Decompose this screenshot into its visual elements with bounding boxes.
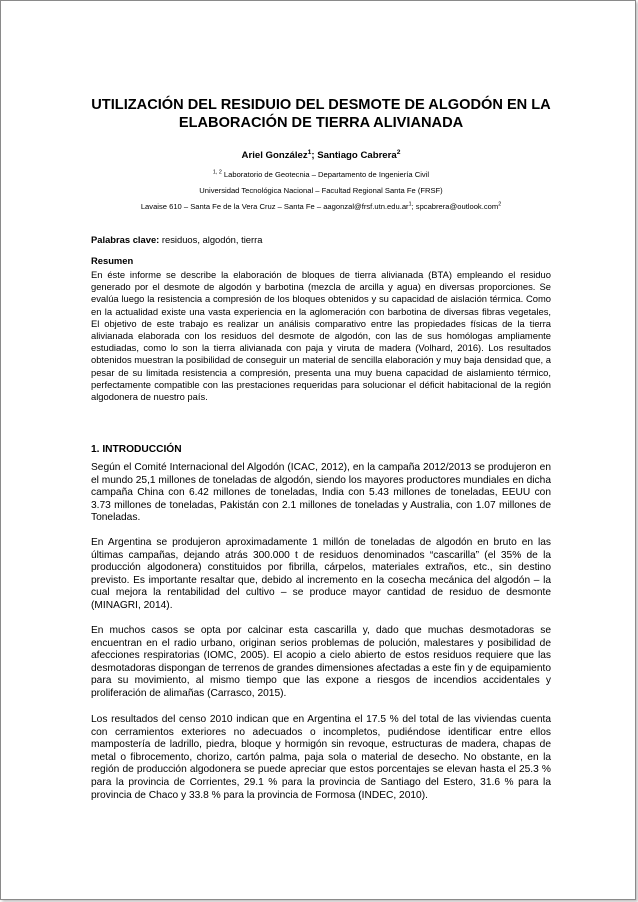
paragraph-2: En Argentina se produjeron aproximadamente 1 millón de toneladas de algodón en bruto en las últimas campañas, dejando atrás 300.000 t de residuos denominados “cascarilla” (el 35% de la producción algodonera) constituidos por fibrilla, cárpelos, materiales extraños, etc., sin destino previsto. Es importante resaltar que, debido al incremento en la cosecha mecánica del algodón – la cual mejora la rentabilidad del cultivo – se produce mayor cantidad de residuo de desmonte (MINAGRI, 2014). — [91, 537, 551, 611]
abstract-text: En éste informe se describe la elaboración de bloques de tierra alivianada (BTA) empleando el residuo generado por el desmote de algodón y barbotina (mezcla de arcilla y agua) en diversas proporciones. Se evalúa luego la resistencia a compresión de los bloques obtenidos y su capacidad de aislación térmica. Como en la actualidad existe una vasta experiencia en la aglomeración con barbotina de diversas fibras vegetales, El objetivo de este trabajo es realizar un análisis comparativo entre las propiedades físicas de la tierra alivianada elaborada con los residuos del desmote de algodón, con las de sus homólogas ampliamente estudiadas, como lo son la tierra alivianada con paja y viruta de madera (Volhard, 2016). Los resultados obtenidos muestran la posibilidad de conseguir un material de sencilla elaboración y muy baja densidad que, a pesar de su limitada resistencia a compresión, presenta una muy buena capacidad de aislamiento térmico, perfectamente compatible con las prestaciones requeridas para solucionar el déficit habitacional de la región algodonera de nuestro país. — [91, 269, 551, 403]
keywords — [91, 234, 551, 246]
author-1: Ariel González — [241, 150, 308, 161]
affiliation-3-email-2: ; spcabrera@outlook.com — [411, 202, 499, 211]
paper-title: UTILIZACIÓN DEL RESIDUIO DEL DESMOTE DE ALGODÓN EN LA ELABORACIÓN DE TIERRA ALIVIANADA — [91, 97, 551, 131]
author-1-sup: 1 — [307, 148, 312, 156]
affiliation-1-sup: 1, 2 — [212, 169, 222, 176]
affiliation-line-2: Universidad Tecnológica Nacional – Facultad Regional Santa Fe (FRSF) — [199, 186, 443, 195]
author-line — [91, 150, 551, 162]
paragraph-4: Los resultados del censo 2010 indican que en Argentina el 17.5 % del total de las viviendas cuenta con cerramientos exteriores no adecuados o incompletos, pudiéndose identificar entre ellos mampostería de ladrillo, piedra, bloque y hormigón sin revoque, estructuras de madera, chapas de metal o fibrocemento, chorizo, cartón palma, paja sola o material de desecho. No obstante, en la región de producción algodonera se puede apreciar que estos porcentajes se elevan hasta el 25.3 % para la provincia de Corrientes, 29.1 % para la provincia de Santiago del Estero, 31.6 % para la provincia de Chaco y 33.8 % para la provincia de Formosa (INDEC, 2010). — [91, 714, 551, 801]
keywords-value: residuos, algodón, tierra — [159, 234, 263, 245]
affiliation-3-sup-2: 2 — [498, 201, 502, 208]
paragraph-1: Según el Comité Internacional del Algodón (ICAC, 2012), en la campaña 2012/2013 se produjeron en el mundo 25,1 millones de toneladas de algodón, siendo los mayores productores mundiales en dicha campaña China con 6.42 millones de toneladas, India con 5.43 millones de toneladas, EEUU con 3.73 millones de toneladas, Pakistán con 2.1 millones de toneladas y Australia, con 1.07 millones de Toneladas. — [91, 462, 551, 524]
author-separator: ; — [311, 150, 318, 161]
affiliation-line-3 — [91, 202, 551, 212]
abstract-heading: Resumen — [91, 255, 134, 266]
keywords-label: Palabras clave: — [91, 234, 160, 245]
affiliation-1-text: Laboratorio de Geotecnia – Departamento de Ingeniería Civil — [223, 170, 430, 179]
author-2-sup: 2 — [396, 148, 401, 156]
section-heading-introduccion: 1. INTRODUCCIÓN — [91, 444, 182, 455]
affiliation-3-text: Lavaise 610 – Santa Fe de la Vera Cruz – Santa Fe – aagonzal@frsf.utn.edu.ar — [140, 202, 409, 211]
affiliation-line-1 — [91, 170, 551, 180]
affiliation-3-sup-1: 1 — [408, 201, 412, 208]
author-2: Santiago Cabrera — [317, 150, 397, 161]
paragraph-3: En muchos casos se opta por calcinar esta cascarilla y, dado que muchas desmotadoras se encuentran en el radio urbano, originan serios problemas de polución, malestares y posibilidad de afecciones respiratorias (IOMC, 2005). El acopio a cielo abierto de estos residuos requiere que las desmotadoras dispongan de terrenos de grandes dimensiones afectadas a este fin y de equipamiento para su movimiento, al mismo tiempo que las expone a riesgos de incendios accidentales y proliferación de alimañas (Carrasco, 2015). — [91, 625, 551, 699]
